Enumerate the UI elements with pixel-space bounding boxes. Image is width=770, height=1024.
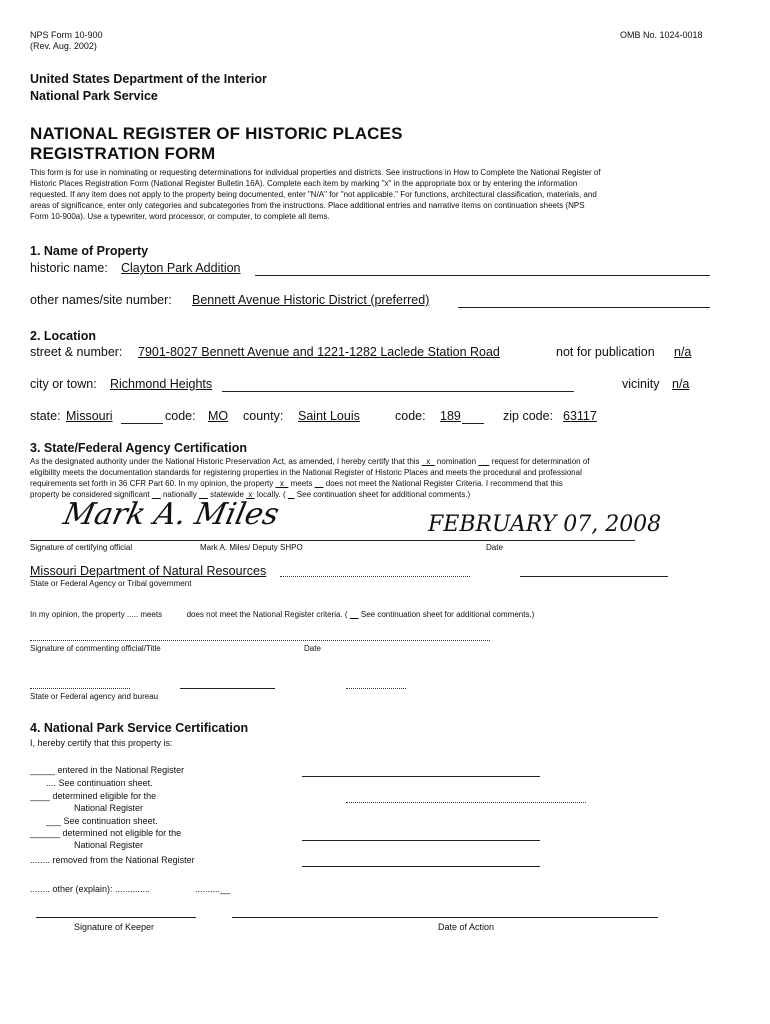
- instructions-line: Form 10-900a). Use a typewriter, word processor, or computer, to complete all items.: [30, 212, 330, 221]
- zip-value[interactable]: 63117: [563, 409, 597, 423]
- zip-label: zip code:: [503, 409, 554, 423]
- other-names-label: other names/site number:: [30, 293, 172, 307]
- opinion-text: In my opinion, the property ..... meets does not meet the National Register criteria. ( See continuation sheet for additional comments.): [30, 610, 535, 619]
- county-code-label: code:: [395, 409, 426, 423]
- section-3-heading: 3. State/Federal Agency Certification: [30, 441, 247, 455]
- state-code-value[interactable]: MO: [208, 409, 229, 423]
- field-underline: [302, 840, 540, 841]
- official-name: Mark A. Miles/ Deputy SHPO: [200, 543, 303, 552]
- date-label: Date: [486, 543, 503, 552]
- signature-label: Signature of certifying official: [30, 543, 133, 552]
- not-eligible-option[interactable]: ______ determined not eligible for the: [30, 828, 182, 838]
- meets-checkbox[interactable]: x: [279, 479, 284, 488]
- instructions-line: requested. If any item does not apply to the property being documented, enter "N/A" for "not applicable." For functions, architectural classification, materials, and: [30, 190, 597, 199]
- keeper-signature-line: [36, 917, 196, 918]
- form-title-line2: REGISTRATION FORM: [30, 144, 216, 163]
- keeper-signature-label: Signature of Keeper: [74, 922, 155, 932]
- county-label: county:: [243, 409, 284, 423]
- other-option[interactable]: ........ other (explain): ..............: [30, 884, 151, 894]
- not-eligible-option-line2: National Register: [74, 840, 144, 850]
- opinion-meets-checkbox[interactable]: .....: [126, 610, 139, 619]
- date-of-action-label: Date of Action: [438, 922, 495, 932]
- continuation-checkbox[interactable]: [288, 490, 295, 499]
- historic-name-label: historic name:: [30, 261, 108, 275]
- service-name: National Park Service: [30, 89, 158, 103]
- instructions-line: Historic Places Registration Form (National Register Bulletin 16A). Complete each item by marking "x" in the appropriate box or by entering the information: [30, 179, 578, 188]
- removed-option[interactable]: ........ removed from the National Register: [30, 855, 195, 865]
- form-number: NPS Form 10-900: [30, 30, 103, 40]
- department-name: United States Department of the Interior: [30, 72, 267, 86]
- dotted-line: [346, 688, 406, 689]
- entered-option[interactable]: _____ entered in the National Register: [30, 765, 185, 775]
- city-value[interactable]: Richmond Heights: [110, 377, 213, 391]
- opinion-continuation-checkbox[interactable]: [350, 610, 359, 619]
- dotted-line: [280, 576, 470, 577]
- agency-name[interactable]: Missouri Department of Natural Resources: [30, 564, 267, 578]
- see-continuation-1[interactable]: .... See continuation sheet.: [46, 778, 153, 788]
- commenting-official-label: Signature of commenting official/Title: [30, 644, 161, 653]
- form-title-line1: NATIONAL REGISTER OF HISTORIC PLACES: [30, 124, 403, 143]
- certification-text: As the designated authority under the National Historic Preservation Act, as amended, I hereby certify that this x nomination request for determination of: [30, 457, 590, 466]
- omb-number: OMB No. 1024-0018: [620, 30, 703, 40]
- action-date-line: [232, 917, 658, 918]
- not-for-publication-value[interactable]: n/a: [674, 345, 692, 359]
- certify-text: I, hereby certify that this property is:: [30, 738, 173, 748]
- dotted-line: [30, 640, 490, 641]
- request-checkbox[interactable]: [478, 457, 489, 466]
- instructions-line: This form is for use in nominating or requesting determinations for individual properties and districts. See instructions in How to Complete the National Register of: [30, 168, 601, 177]
- state-value[interactable]: Missouri: [66, 409, 113, 423]
- field-underline: [121, 423, 163, 424]
- field-underline: [462, 423, 484, 424]
- nomination-checkbox[interactable]: x: [426, 457, 431, 466]
- field-underline: [458, 307, 710, 308]
- vicinity-label: vicinity: [622, 377, 660, 391]
- field-underline: [520, 576, 668, 577]
- certification-text: property be considered significant nationally statewide x locally. ( See continuation sheet for additional comments.): [30, 490, 471, 499]
- agency-label: State or Federal Agency or Tribal government: [30, 579, 192, 588]
- section-1-heading: 1. Name of Property: [30, 244, 149, 258]
- street-label: street & number:: [30, 345, 123, 359]
- instructions-line: areas of significance, enter only categories and subcategories from the instructions. Place additional entries and narrative items on continuation sheets (NPS: [30, 201, 585, 210]
- dotted-line: [346, 802, 586, 803]
- locally-checkbox[interactable]: x: [248, 490, 253, 499]
- field-underline: [302, 866, 540, 867]
- section-4-heading: 4. National Park Service Certification: [30, 721, 249, 735]
- field-underline: [222, 391, 574, 392]
- not-for-publication-label: not for publication: [556, 345, 655, 359]
- state-code-label: code:: [165, 409, 196, 423]
- agency-bureau-label: State or Federal agency and bureau: [30, 692, 159, 701]
- historic-name-value[interactable]: Clayton Park Addition: [121, 261, 241, 275]
- section-2-heading: 2. Location: [30, 329, 96, 343]
- state-label: state:: [30, 409, 61, 423]
- street-value[interactable]: 7901-8027 Bennett Avenue and 1221-1282 Laclede Station Road: [138, 345, 500, 359]
- county-value[interactable]: Saint Louis: [298, 409, 360, 423]
- form-revision: (Rev. Aug. 2002): [30, 41, 97, 51]
- certification-text: requirements set forth in 36 CFR Part 60. In my opinion, the property x meets does not meet the National Register Criteria. I recommend that this: [30, 479, 563, 488]
- city-label: city or town:: [30, 377, 97, 391]
- handwritten-date: FEBRUARY 07, 2008: [428, 512, 662, 537]
- does-not-meet-checkbox[interactable]: [315, 479, 324, 488]
- dotted-line: [30, 688, 130, 689]
- field-underline: [302, 776, 540, 777]
- date-label: Date: [304, 644, 321, 653]
- eligible-option-line2: National Register: [74, 803, 144, 813]
- other-explain-field[interactable]: ..........__: [195, 884, 231, 894]
- county-code-value[interactable]: 189: [440, 409, 461, 423]
- signature-line: [30, 540, 635, 541]
- vicinity-value[interactable]: n/a: [672, 377, 690, 391]
- official-signature: Mark A. Miles: [60, 497, 283, 532]
- field-underline: [180, 688, 275, 689]
- see-continuation-2[interactable]: ___ See continuation sheet.: [46, 816, 158, 826]
- certification-text: eligibility meets the documentation standards for registering properties in the National Register of Historic Places and meets the procedural and professional: [30, 468, 582, 477]
- other-names-value[interactable]: Bennett Avenue Historic District (preferred): [192, 293, 430, 307]
- field-underline: [255, 275, 710, 276]
- eligible-option[interactable]: ____ determined eligible for the: [30, 791, 157, 801]
